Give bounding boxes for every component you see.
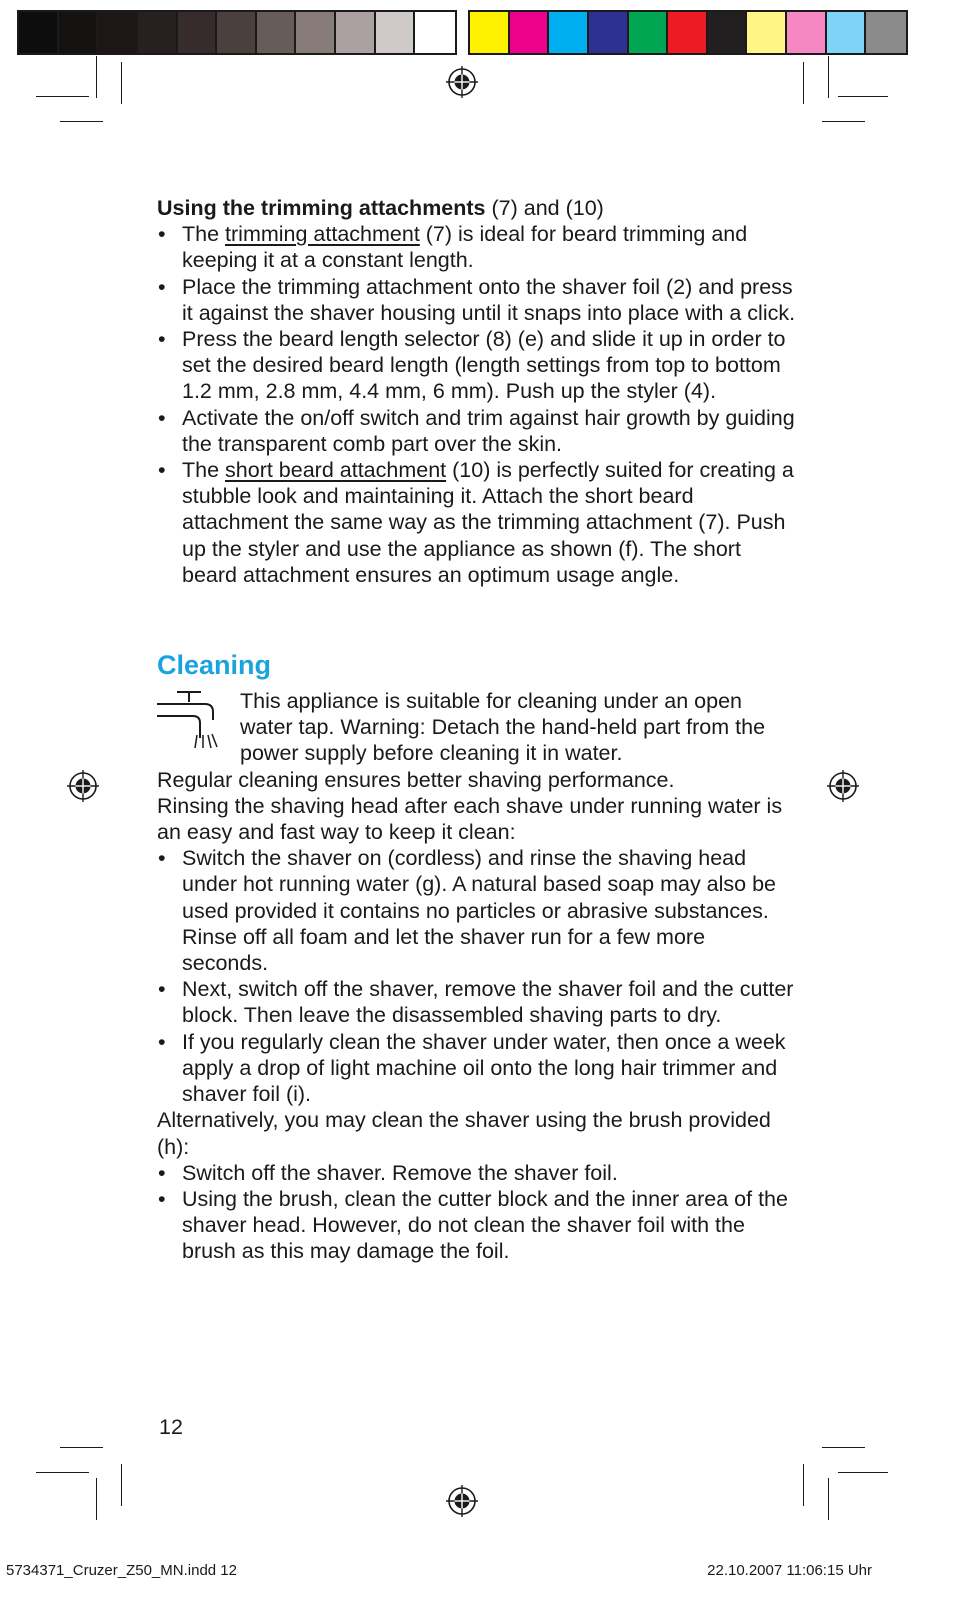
registration-mark-icon (67, 770, 99, 802)
color-swatch (510, 12, 550, 53)
color-swatch (217, 12, 257, 53)
short-beard-attachment-term: short beard attachment (225, 458, 447, 483)
list-item: • The short beard attachment (10) is perfectly suited for creating a stubble look and maintaining it. Attach the short beard attachment the same way as the trimming attachment (7). Push up the styler and use the appliance as shown (f). The short beard attachment ensures an optimum usage angle. (157, 457, 797, 588)
water-tap-icon (157, 690, 219, 750)
color-swatch (787, 12, 827, 53)
paragraph: Rinsing the shaving head after each shave under running water is an easy and fast way to keep it clean: (157, 793, 783, 845)
color-swatch (415, 12, 455, 53)
crop-mark (121, 1464, 122, 1506)
crop-mark (838, 96, 888, 97)
color-swatch (336, 12, 376, 53)
color-swatch (747, 12, 787, 53)
paragraph: Alternatively, you may clean the shaver using the brush provided (h): (157, 1108, 771, 1159)
color-swatch (19, 12, 59, 53)
color-swatch (59, 12, 99, 53)
color-swatch (827, 12, 867, 53)
water-tap-notice (157, 688, 797, 767)
registration-mark-icon (446, 66, 478, 98)
crop-mark (803, 1464, 804, 1506)
section-heading: Using the trimming attachments (7) and (10) (157, 196, 604, 220)
cleaning-heading: Cleaning (157, 650, 272, 681)
color-swatch (138, 12, 178, 53)
crop-mark (96, 1478, 97, 1520)
crop-mark (803, 62, 804, 104)
list-item: • Next, switch off the shaver, remove the shaver foil and the cutter block. Then leave the disassembled shaving parts to dry. (157, 976, 797, 1028)
crop-mark (828, 1478, 829, 1520)
crop-mark (36, 1472, 89, 1473)
crop-mark (36, 96, 89, 97)
crop-mark (822, 121, 865, 122)
registration-mark-icon (827, 770, 859, 802)
list-item: • Using the brush, clean the cutter block and the inner area of the shaver head. However, do not clean the shaver foil with the brush as this may damage the foil. (157, 1186, 797, 1265)
color-swatch (178, 12, 218, 53)
registration-mark-icon (446, 1485, 478, 1517)
color-swatch (668, 12, 708, 53)
list-item: • Switch the shaver on (cordless) and rinse the shaving head under hot running water (g). A natural based soap may also be used provided it contains no particles or abrasive substances. Rinse off all foam and let the shaver run for a few more seconds. (157, 845, 797, 976)
crop-mark (121, 62, 122, 104)
crop-mark (96, 56, 97, 98)
process-color-bar (470, 12, 906, 53)
color-swatch (257, 12, 297, 53)
color-swatch (296, 12, 336, 53)
trimming-attachment-term: trimming attachment (225, 222, 420, 247)
color-swatch (708, 12, 748, 53)
file-slug: 5734371_Cruzer_Z50_MN.indd 12 (6, 1562, 237, 1579)
color-swatch (470, 12, 510, 53)
paragraph: Regular cleaning ensures better shaving performance. (157, 767, 675, 792)
list-item: • Press the beard length selector (8) (e) and slide it up in order to set the desired beard length (length settings from top to bottom 1.2 mm, 2.8 mm, 4.4 mm, 6 mm). Push up the styler (4). (157, 326, 797, 405)
crop-mark (838, 1472, 888, 1473)
color-swatch (629, 12, 669, 53)
list-item: • Activate the on/off switch and trim against hair growth by guiding the transparent comb part over the skin. (157, 405, 797, 457)
color-swatch (589, 12, 629, 53)
color-swatch (376, 12, 416, 53)
crop-mark (828, 56, 829, 98)
timestamp-slug: 22.10.2007 11:06:15 Uhr (707, 1562, 872, 1579)
color-swatch (549, 12, 589, 53)
rinsing-instructions-list (157, 845, 797, 1107)
page-number: 12 (159, 1415, 183, 1439)
crop-mark (60, 1447, 103, 1448)
brush-instructions-list (157, 1160, 797, 1265)
grayscale-color-bar (19, 12, 455, 53)
crop-mark (60, 121, 103, 122)
page-body (157, 195, 797, 1265)
list-item: • Switch off the shaver. Remove the shaver foil. (157, 1160, 797, 1186)
tap-notice-text: This appliance is suitable for cleaning under an open water tap. Warning: Detach the hand-held part from the power supply before cleaning it in water. (240, 689, 766, 766)
color-swatch (98, 12, 138, 53)
crop-mark (822, 1447, 865, 1448)
list-item: • The trimming attachment (7) is ideal for beard trimming and keeping it at a constant length. (157, 221, 797, 273)
color-swatch (866, 12, 906, 53)
trimming-instructions-list (157, 221, 797, 588)
list-item: • Place the trimming attachment onto the shaver foil (2) and press it against the shaver housing until it snaps into place with a click. (157, 274, 797, 326)
list-item: • If you regularly clean the shaver under water, then once a week apply a drop of light machine oil onto the long hair trimmer and shaver foil (i). (157, 1029, 797, 1108)
